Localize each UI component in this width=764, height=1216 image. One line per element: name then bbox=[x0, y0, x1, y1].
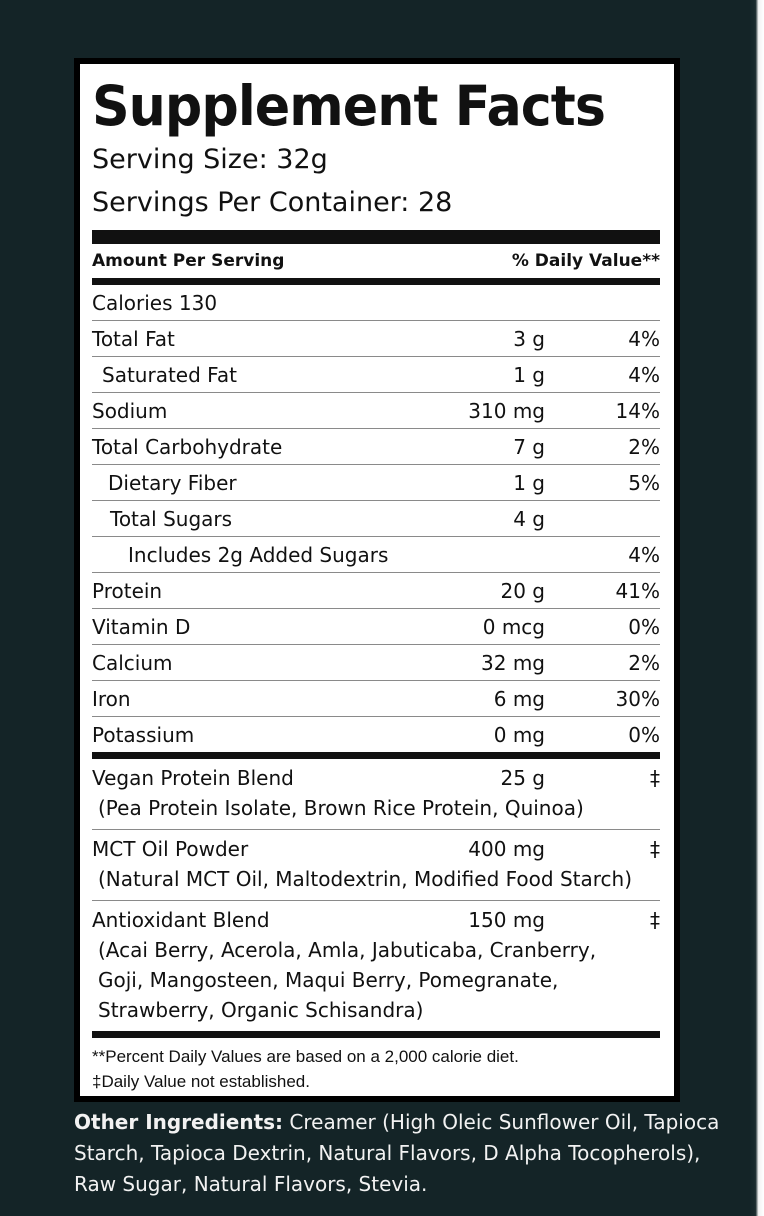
nutrient-amount: 1 g bbox=[513, 470, 545, 495]
blend-amount: 25 g bbox=[500, 766, 545, 790]
nutrient-row bbox=[92, 429, 660, 465]
footnote-divider bbox=[92, 1031, 660, 1038]
blend-header bbox=[92, 834, 660, 864]
nutrient-daily-value: 0% bbox=[628, 722, 660, 747]
blend-amount: 150 mg bbox=[468, 908, 545, 932]
nutrient-amount: 4 g bbox=[513, 506, 545, 531]
blend-row bbox=[92, 759, 660, 830]
nutrient-amount: 7 g bbox=[513, 434, 545, 459]
blend-amount: 400 mg bbox=[468, 837, 545, 861]
blend-daily-value: ‡ bbox=[650, 908, 660, 932]
nutrient-name: Vitamin D bbox=[92, 614, 191, 639]
nutrient-name: Calcium bbox=[92, 650, 173, 675]
blend-header bbox=[92, 763, 660, 793]
nutrient-name: Total Carbohydrate bbox=[92, 434, 283, 459]
blend-daily-value: ‡ bbox=[650, 837, 660, 861]
nutrient-row bbox=[92, 501, 660, 537]
nutrient-amount: 1 g bbox=[513, 362, 545, 387]
nutrient-daily-value: 4% bbox=[628, 542, 660, 567]
nutrient-amount: 32 mg bbox=[481, 650, 545, 675]
footnote-not-established: ‡Daily Value not established. bbox=[92, 1072, 310, 1091]
nutrient-daily-value: 0% bbox=[628, 614, 660, 639]
blend-list bbox=[92, 759, 660, 1031]
nutrient-row bbox=[92, 321, 660, 357]
blend-ingredients: Strawberry, Organic Schisandra) bbox=[98, 998, 424, 1022]
amount-per-serving-label: Amount Per Serving bbox=[92, 251, 285, 271]
nutrient-amount: 6 mg bbox=[493, 686, 545, 711]
nutrient-daily-value: 41% bbox=[615, 578, 660, 603]
other-ingredients bbox=[74, 1107, 724, 1200]
label-title: Supplement Facts bbox=[92, 74, 605, 138]
nutrient-name: Potassium bbox=[92, 722, 195, 747]
other-ingredients-label: Other Ingredients: bbox=[74, 1110, 284, 1134]
nutrient-daily-value: 14% bbox=[615, 398, 660, 423]
nutrient-name: Total Fat bbox=[92, 326, 175, 351]
blend-ingredients: (Acai Berry, Acerola, Amla, Jabuticaba, Cranberry, bbox=[98, 938, 597, 962]
daily-value-label: % Daily Value** bbox=[511, 251, 660, 271]
nutrient-row bbox=[92, 537, 660, 573]
footnotes bbox=[92, 1038, 660, 1094]
nutrient-name: Iron bbox=[92, 686, 131, 711]
blend-row bbox=[92, 901, 660, 1031]
nutrient-row bbox=[92, 681, 660, 717]
nutrient-row bbox=[92, 393, 660, 429]
nutrient-daily-value: 5% bbox=[628, 470, 660, 495]
blend-ingredients: Goji, Mangosteen, Maqui Berry, Pomegranate, bbox=[98, 968, 559, 992]
nutrient-daily-value: 4% bbox=[628, 326, 660, 351]
nutrient-name: Total Sugars bbox=[110, 506, 233, 531]
serving-size: Serving Size: 32g bbox=[92, 144, 328, 175]
nutrient-daily-value: 2% bbox=[628, 650, 660, 675]
nutrient-amount: 3 g bbox=[513, 326, 545, 351]
amount-header bbox=[92, 244, 660, 278]
blend-row bbox=[92, 830, 660, 901]
nutrient-name: Sodium bbox=[92, 398, 168, 423]
nutrient-row bbox=[92, 357, 660, 393]
blend-name: Vegan Protein Blend bbox=[92, 766, 294, 790]
servings-per-container: Servings Per Container: 28 bbox=[92, 187, 453, 218]
nutrient-name: Protein bbox=[92, 578, 163, 603]
nutrient-daily-value: 2% bbox=[628, 434, 660, 459]
nutrient-amount: 20 g bbox=[500, 578, 545, 603]
blend-name: MCT Oil Powder bbox=[92, 837, 249, 861]
footnote-daily-values: **Percent Daily Values are based on a 2,000 calorie diet. bbox=[92, 1047, 519, 1066]
blend-ingredients: (Pea Protein Isolate, Brown Rice Protein, Quinoa) bbox=[98, 796, 584, 820]
blend-name: Antioxidant Blend bbox=[92, 908, 270, 932]
blend-ingredients: (Natural MCT Oil, Maltodextrin, Modified Food Starch) bbox=[98, 867, 633, 891]
calories-row bbox=[92, 285, 660, 321]
nutrient-row bbox=[92, 645, 660, 681]
page-edge bbox=[750, 0, 764, 1216]
nutrient-row bbox=[92, 465, 660, 501]
nutrient-list bbox=[92, 321, 660, 752]
blend-header bbox=[92, 905, 660, 935]
supplement-facts-panel bbox=[80, 64, 674, 1096]
nutrient-daily-value: 4% bbox=[628, 362, 660, 387]
blend-daily-value: ‡ bbox=[650, 766, 660, 790]
nutrient-row bbox=[92, 717, 660, 752]
header-divider bbox=[92, 278, 660, 285]
nutrient-name: Saturated Fat bbox=[102, 362, 237, 387]
nutrient-name: Includes 2g Added Sugars bbox=[128, 542, 389, 567]
nutrient-amount: 0 mcg bbox=[482, 614, 545, 639]
nutrient-row bbox=[92, 573, 660, 609]
calories-value: Calories 130 bbox=[92, 290, 218, 315]
nutrient-row bbox=[92, 609, 660, 645]
thick-divider bbox=[92, 230, 660, 244]
nutrient-name: Dietary Fiber bbox=[108, 470, 237, 495]
nutrient-amount: 0 mg bbox=[493, 722, 545, 747]
blend-divider bbox=[92, 752, 660, 759]
other-ingredients-text: Creamer (High Oleic Sunflower Oil, Tapioca Starch, Tapioca Dextrin, Natural Flavors, D Alpha Tocopherols), Raw Sugar, Natural Flavors, Stevia. bbox=[74, 1110, 720, 1196]
nutrient-daily-value: 30% bbox=[615, 686, 660, 711]
nutrient-amount: 310 mg bbox=[468, 398, 545, 423]
